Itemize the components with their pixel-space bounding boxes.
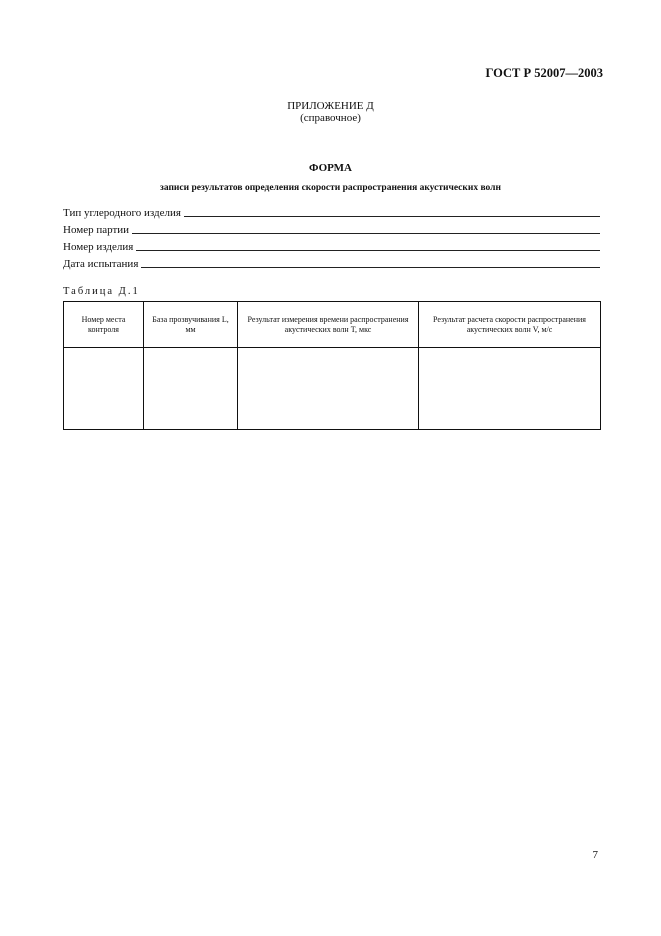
results-table xyxy=(63,301,601,430)
appendix-heading xyxy=(0,100,661,124)
column-header: Номер места контроля xyxy=(64,302,144,348)
document-code: ГОСТ Р 52007—2003 xyxy=(485,66,603,80)
field-product-type xyxy=(63,205,600,219)
table-header-row xyxy=(64,302,601,348)
fill-line xyxy=(132,232,600,234)
table-caption: Таблица Д.1 xyxy=(63,286,140,297)
field-label: Дата испытания xyxy=(63,258,139,270)
field-test-date xyxy=(63,256,600,270)
column-header: База прозвучивания L, мм xyxy=(144,302,238,348)
table-row xyxy=(64,348,601,430)
field-label: Тип углеродного изделия xyxy=(63,207,181,219)
form-title: ФОРМА xyxy=(309,162,352,174)
field-label: Номер партии xyxy=(63,224,130,236)
table-cell[interactable] xyxy=(144,348,238,430)
form-subtitle: записи результатов определения скорости распространения акустических волн xyxy=(160,183,501,193)
fill-line xyxy=(184,215,600,217)
table-cell[interactable] xyxy=(419,348,601,430)
fill-line xyxy=(136,249,600,251)
field-label: Номер изделия xyxy=(63,241,134,253)
column-header: Результат измерения времени распространения акустических волн T, мкс xyxy=(238,302,419,348)
table-cell[interactable] xyxy=(64,348,144,430)
page-number: 7 xyxy=(592,849,598,861)
appendix-title: ПРИЛОЖЕНИЕ Д xyxy=(287,100,374,112)
fill-line xyxy=(141,266,600,268)
appendix-type: (справочное) xyxy=(300,112,361,124)
column-header: Результат расчета скорости распространения акустических волн V, м/с xyxy=(419,302,601,348)
table-cell[interactable] xyxy=(238,348,419,430)
field-batch-number xyxy=(63,222,600,236)
field-product-number xyxy=(63,239,600,253)
